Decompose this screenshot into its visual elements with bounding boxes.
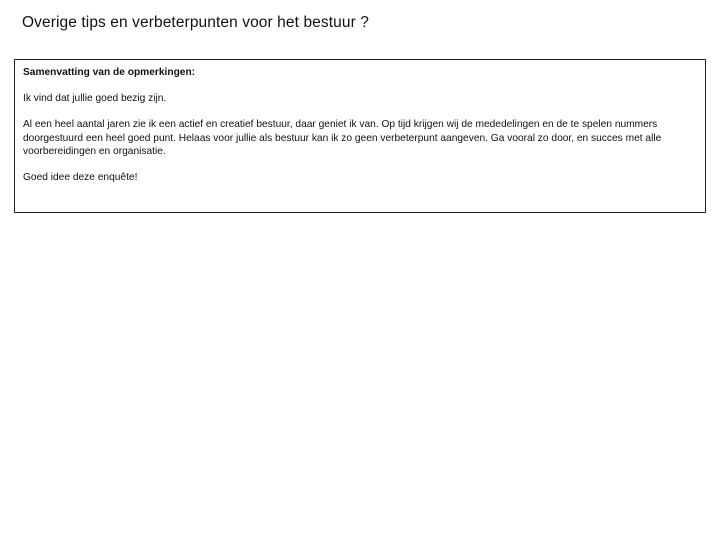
summary-box	[14, 59, 706, 213]
slide-title: Overige tips en verbeterpunten voor het bestuur ?	[22, 14, 369, 31]
summary-paragraph-2: Al een heel aantal jaren zie ik een actief en creatief bestuur, daar geniet ik van. Op tijd krijgen wij de mededelingen en de te spelen nummers doorgestuurd een heel goed punt. Helaas voor jullie als bestuur kan ik zo geen verbeterpunt aangeven. Ga vooral zo door, en succes met alle voorbereidingen en organisatie.	[23, 119, 662, 157]
summary-paragraph-3: Goed idee deze enquête!	[23, 172, 138, 184]
summary-heading: Samenvatting van de opmerkingen:	[23, 67, 196, 78]
summary-paragraph-1: Ik vind dat jullie goed bezig zijn.	[23, 93, 167, 105]
